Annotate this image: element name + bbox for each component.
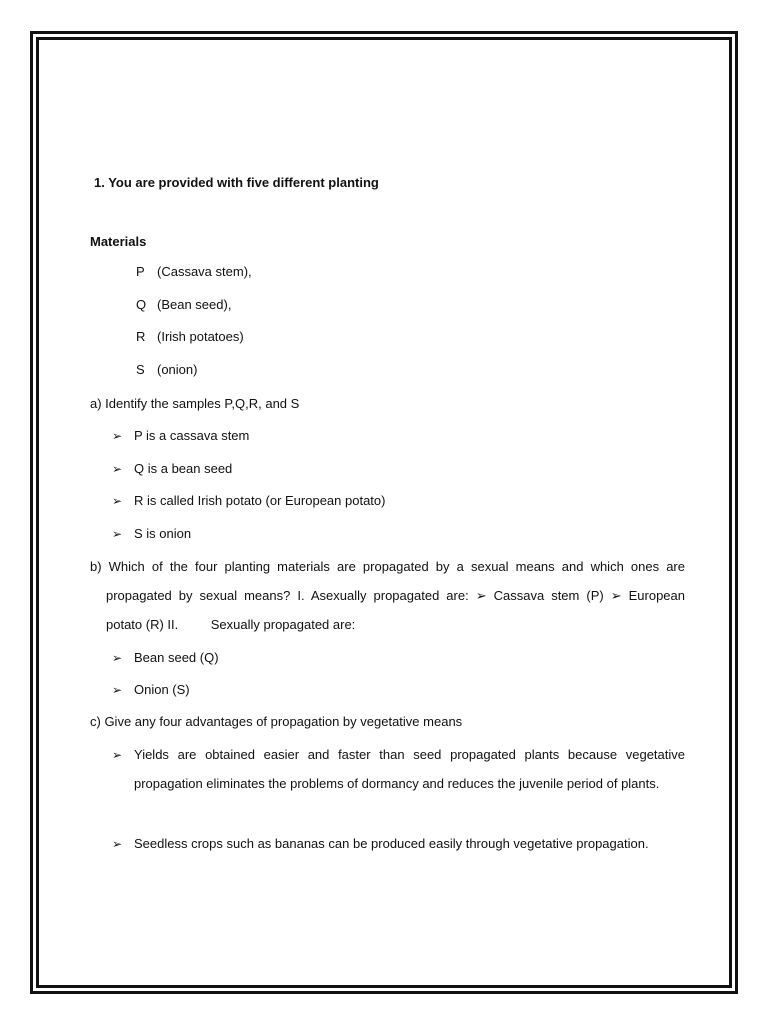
arrow-bullet-icon: ➢ <box>112 683 123 697</box>
answer-text: Seedless crops such as bananas can be produced easily through vegetative propagation. <box>134 836 649 851</box>
arrow-bullet-icon: ➢ <box>112 429 123 443</box>
answer-text: P is a cassava stem <box>134 428 250 443</box>
part-b-line: b) Which of the four planting materials are propagated by a sexual means and which ones are <box>90 559 685 574</box>
answer-text: Onion (S) <box>134 682 190 697</box>
arrow-bullet-icon: ➢ <box>112 494 123 508</box>
arrow-bullet-icon: ➢ <box>112 651 123 665</box>
material-letter: S <box>136 362 145 377</box>
answer-text: S is onion <box>134 526 192 541</box>
arrow-bullet-icon: ➢ <box>112 837 123 851</box>
part-a-question: a) Identify the samples P,Q,R, and S <box>90 396 300 411</box>
answer-text: R is called Irish potato (or European potato) <box>134 493 386 508</box>
material-name: (Cassava stem), <box>157 264 252 279</box>
material-name: (Bean seed), <box>157 297 232 312</box>
part-c-question: c) Give any four advantages of propagation by vegetative means <box>90 714 463 729</box>
materials-heading: Materials <box>90 234 147 249</box>
answer-text: Q is a bean seed <box>134 461 233 476</box>
material-letter: Q <box>136 297 147 312</box>
part-b-line: potato (R) II. Sexually propagated are: <box>106 617 356 632</box>
arrow-bullet-icon: ➢ <box>112 527 123 541</box>
material-letter: P <box>136 264 145 279</box>
answer-text: Yields are obtained easier and faster than seed propagated plants because vegetative propagation eliminates the problems of dormancy and reduces the juvenile period of plants. <box>134 747 685 791</box>
material-name: (Irish potatoes) <box>157 329 244 344</box>
arrow-bullet-icon: ➢ <box>112 748 123 762</box>
answer-text: Bean seed (Q) <box>134 650 219 665</box>
arrow-bullet-icon: ➢ <box>112 462 123 476</box>
material-name: (onion) <box>157 362 198 377</box>
question-title: 1. You are provided with five different planting <box>94 175 379 190</box>
material-letter: R <box>136 329 146 344</box>
part-b-line: propagated by sexual means? I. Asexually propagated are: ➢ Cassava stem (P) ➢ European <box>106 588 685 603</box>
